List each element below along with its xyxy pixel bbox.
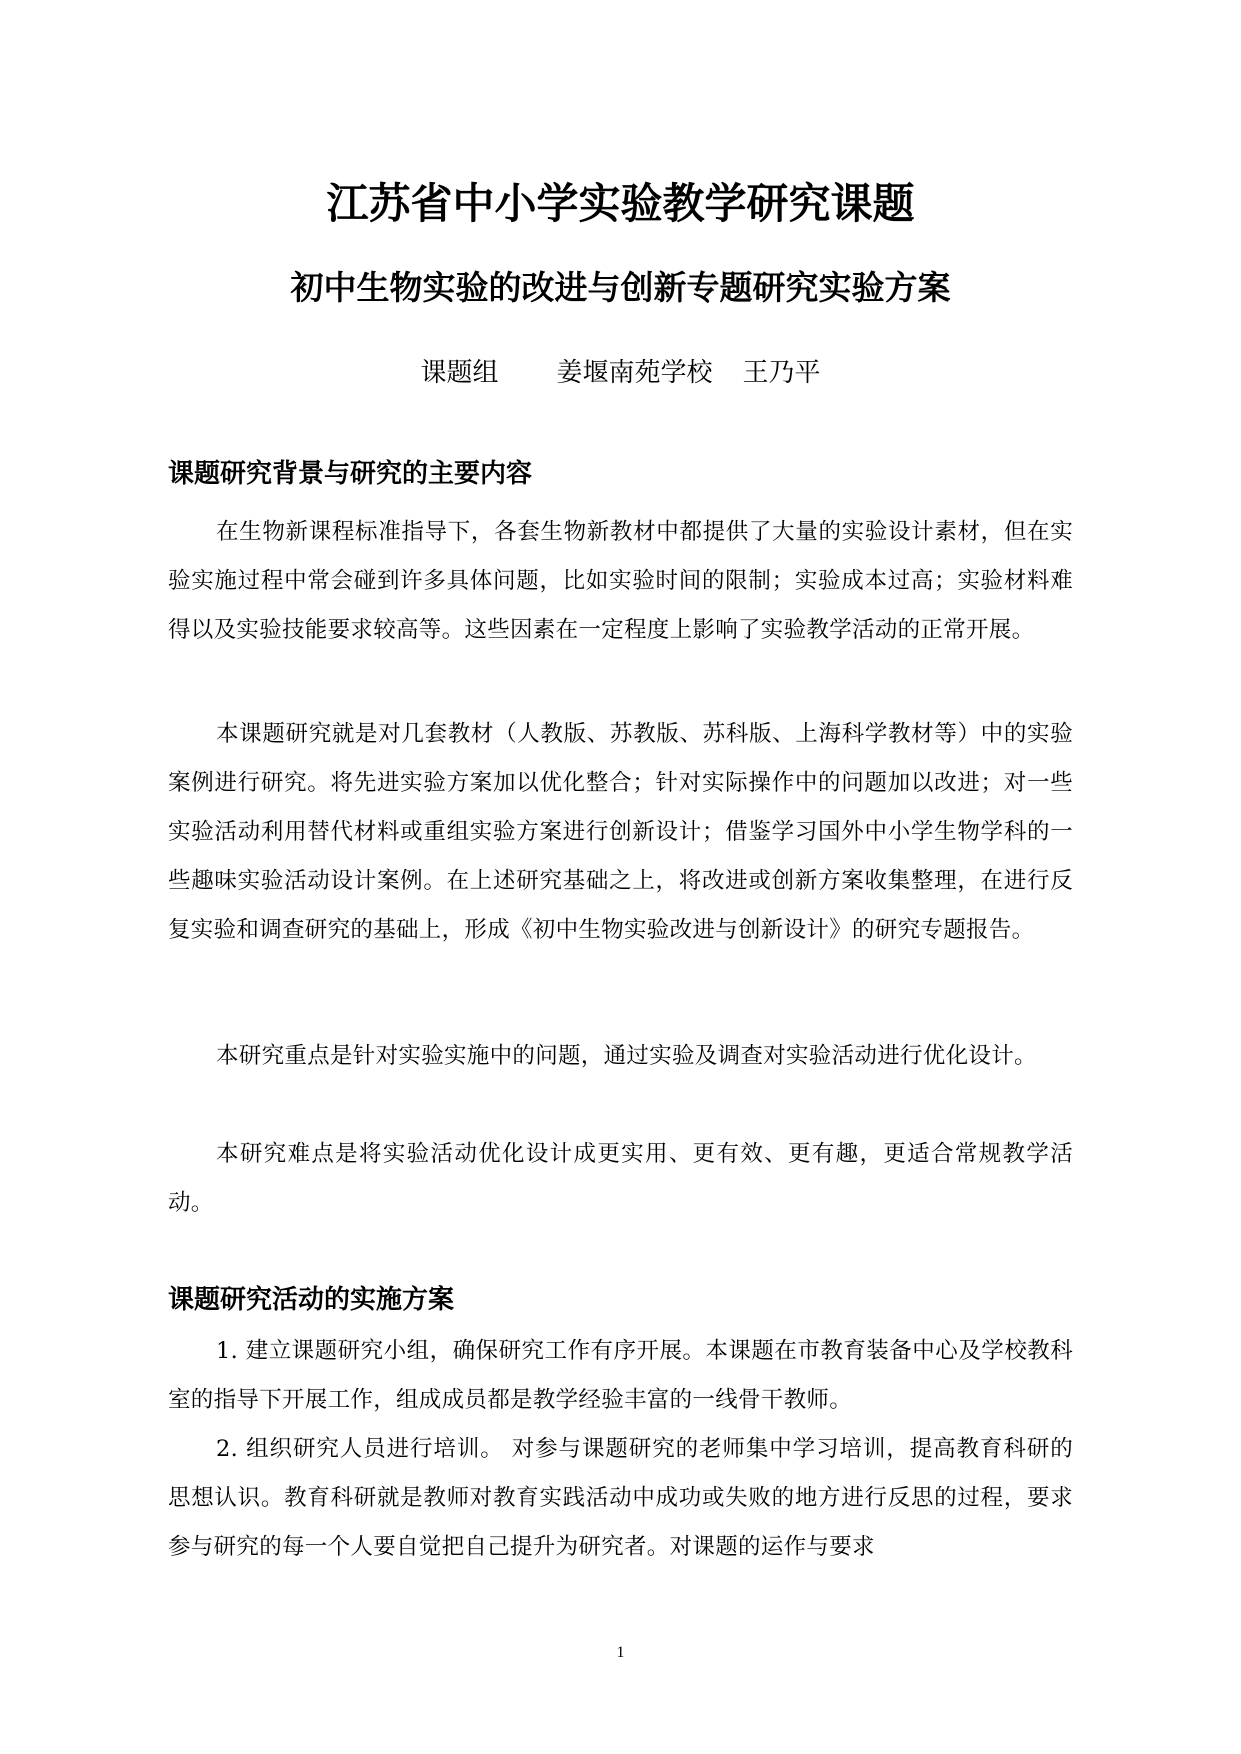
paragraph-implementation-1: 1. 建立课题研究小组，确保研究工作有序开展。本课题在市教育装备中心及学校教科室的指导下开展工作，组成成员都是教学经验丰富的一线骨干教师。 — [168, 1338, 1073, 1413]
author-name: 王乃平 — [742, 358, 821, 388]
paragraph-background-1: 在生物新课程标准指导下，各套生物新教材中都提供了大量的实验设计素材，但在实验实施过程中常会碰到许多具体问题，比如实验时间的限制；实验成本过高；实验材料难得以及实验技能要求较高等。这些因素在一定程度上影响了实验教学活动的正常开展。 — [168, 519, 1073, 643]
document-subtitle: 初中生物实验的改进与创新专题研究实验方案 — [290, 268, 951, 307]
paragraph-implementation-2: 2. 组织研究人员进行培训。 对参与课题研究的老师集中学习培训，提高教育科研的思想认识。教育科研就是教师对教育实践活动中成功或失败的地方进行反思的过程，要求参与研究的每一个人要自觉把自己提升为研究者。对课题的运作与要求 — [168, 1436, 1073, 1560]
paragraph-background-2: 本课题研究就是对几套教材（人教版、苏教版、苏科版、上海科学教材等）中的实验案例进行研究。将先进实验方案加以优化整合；针对实际操作中的问题加以改进；对一些实验活动利用替代材料或重组实验方案进行创新设计；借鉴学习国外中小学生物学科的一些趣味实验活动设计案例。在上述研究基础之上，将改进或创新方案收集整理，在进行反复实验和调查研究的基础上，形成《初中生物实验改进与创新设计》的研究专题报告。 — [168, 721, 1073, 943]
paragraph-research-difficulty: 本研究难点是将实验活动优化设计成更实用、更有效、更有趣，更适合常规教学活动。 — [168, 1141, 1073, 1216]
section-heading-implementation: 课题研究活动的实施方案 — [168, 1285, 455, 1315]
author-line — [0, 355, 1241, 391]
section-heading-background: 课题研究背景与研究的主要内容 — [168, 459, 533, 489]
paragraph-research-focus: 本研究重点是针对实验实施中的问题，通过实验及调查对实验活动进行优化设计。 — [216, 1043, 1037, 1069]
author-school: 姜堰南苑学校 — [556, 358, 713, 388]
author-group: 课题组 — [420, 358, 499, 388]
document-title: 江苏省中小学实验教学研究课题 — [326, 179, 915, 228]
page-number: 1 — [616, 1644, 625, 1661]
